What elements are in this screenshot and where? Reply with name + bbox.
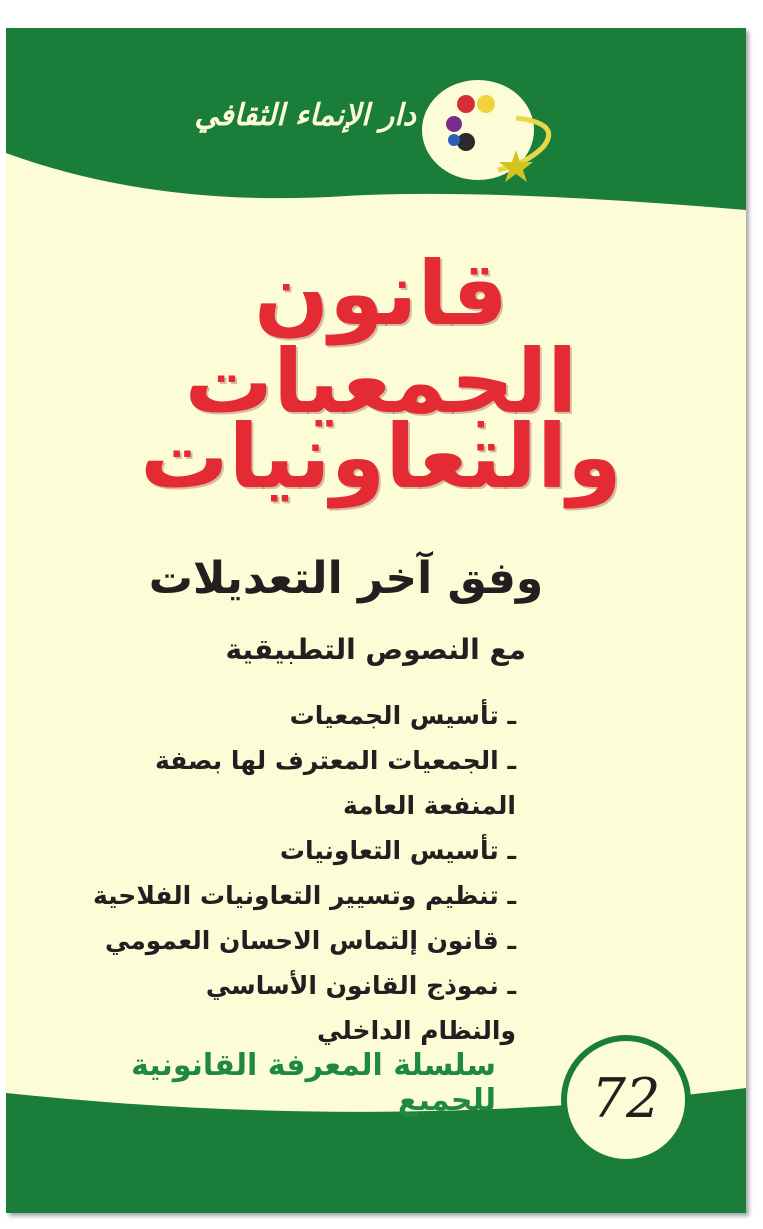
- topic-item: ـ قانون إلتماس الاحسان العمومي: [105, 926, 516, 955]
- topic-item: ـ تأسيس الجمعيات: [289, 701, 516, 730]
- topics-list: [92, 693, 516, 1053]
- series-number-badge: [561, 1035, 691, 1165]
- book-cover: [6, 28, 746, 1213]
- book-subtitle-2: مع النصوص التطبيقية: [225, 633, 526, 666]
- topic-item: ـ تأسيس التعاونيات: [279, 836, 516, 865]
- topic-item: ـ نموذج القانون الأساسي: [205, 971, 516, 1000]
- publisher-logo-icon: [416, 78, 566, 188]
- series-number: 72: [591, 1067, 661, 1130]
- publisher-name: دار الإنماء الثقافي: [194, 98, 416, 133]
- book-title-line-2: والتعاونيات: [140, 405, 622, 508]
- book-subtitle: وفق آخر التعديلات: [148, 553, 544, 604]
- topic-item: والنظام الداخلي: [317, 1016, 516, 1045]
- book-title-line-1: قانون الجمعيات: [184, 242, 578, 433]
- topic-item: المنفعة العامة: [343, 791, 516, 820]
- topic-item: ـ تنظيم وتسيير التعاونيات الفلاحية: [92, 881, 516, 910]
- series-title: سلسلة المعرفة القانونية للجميع: [131, 1048, 496, 1118]
- topic-item: ـ الجمعيات المعترف لها بصفة: [155, 746, 516, 775]
